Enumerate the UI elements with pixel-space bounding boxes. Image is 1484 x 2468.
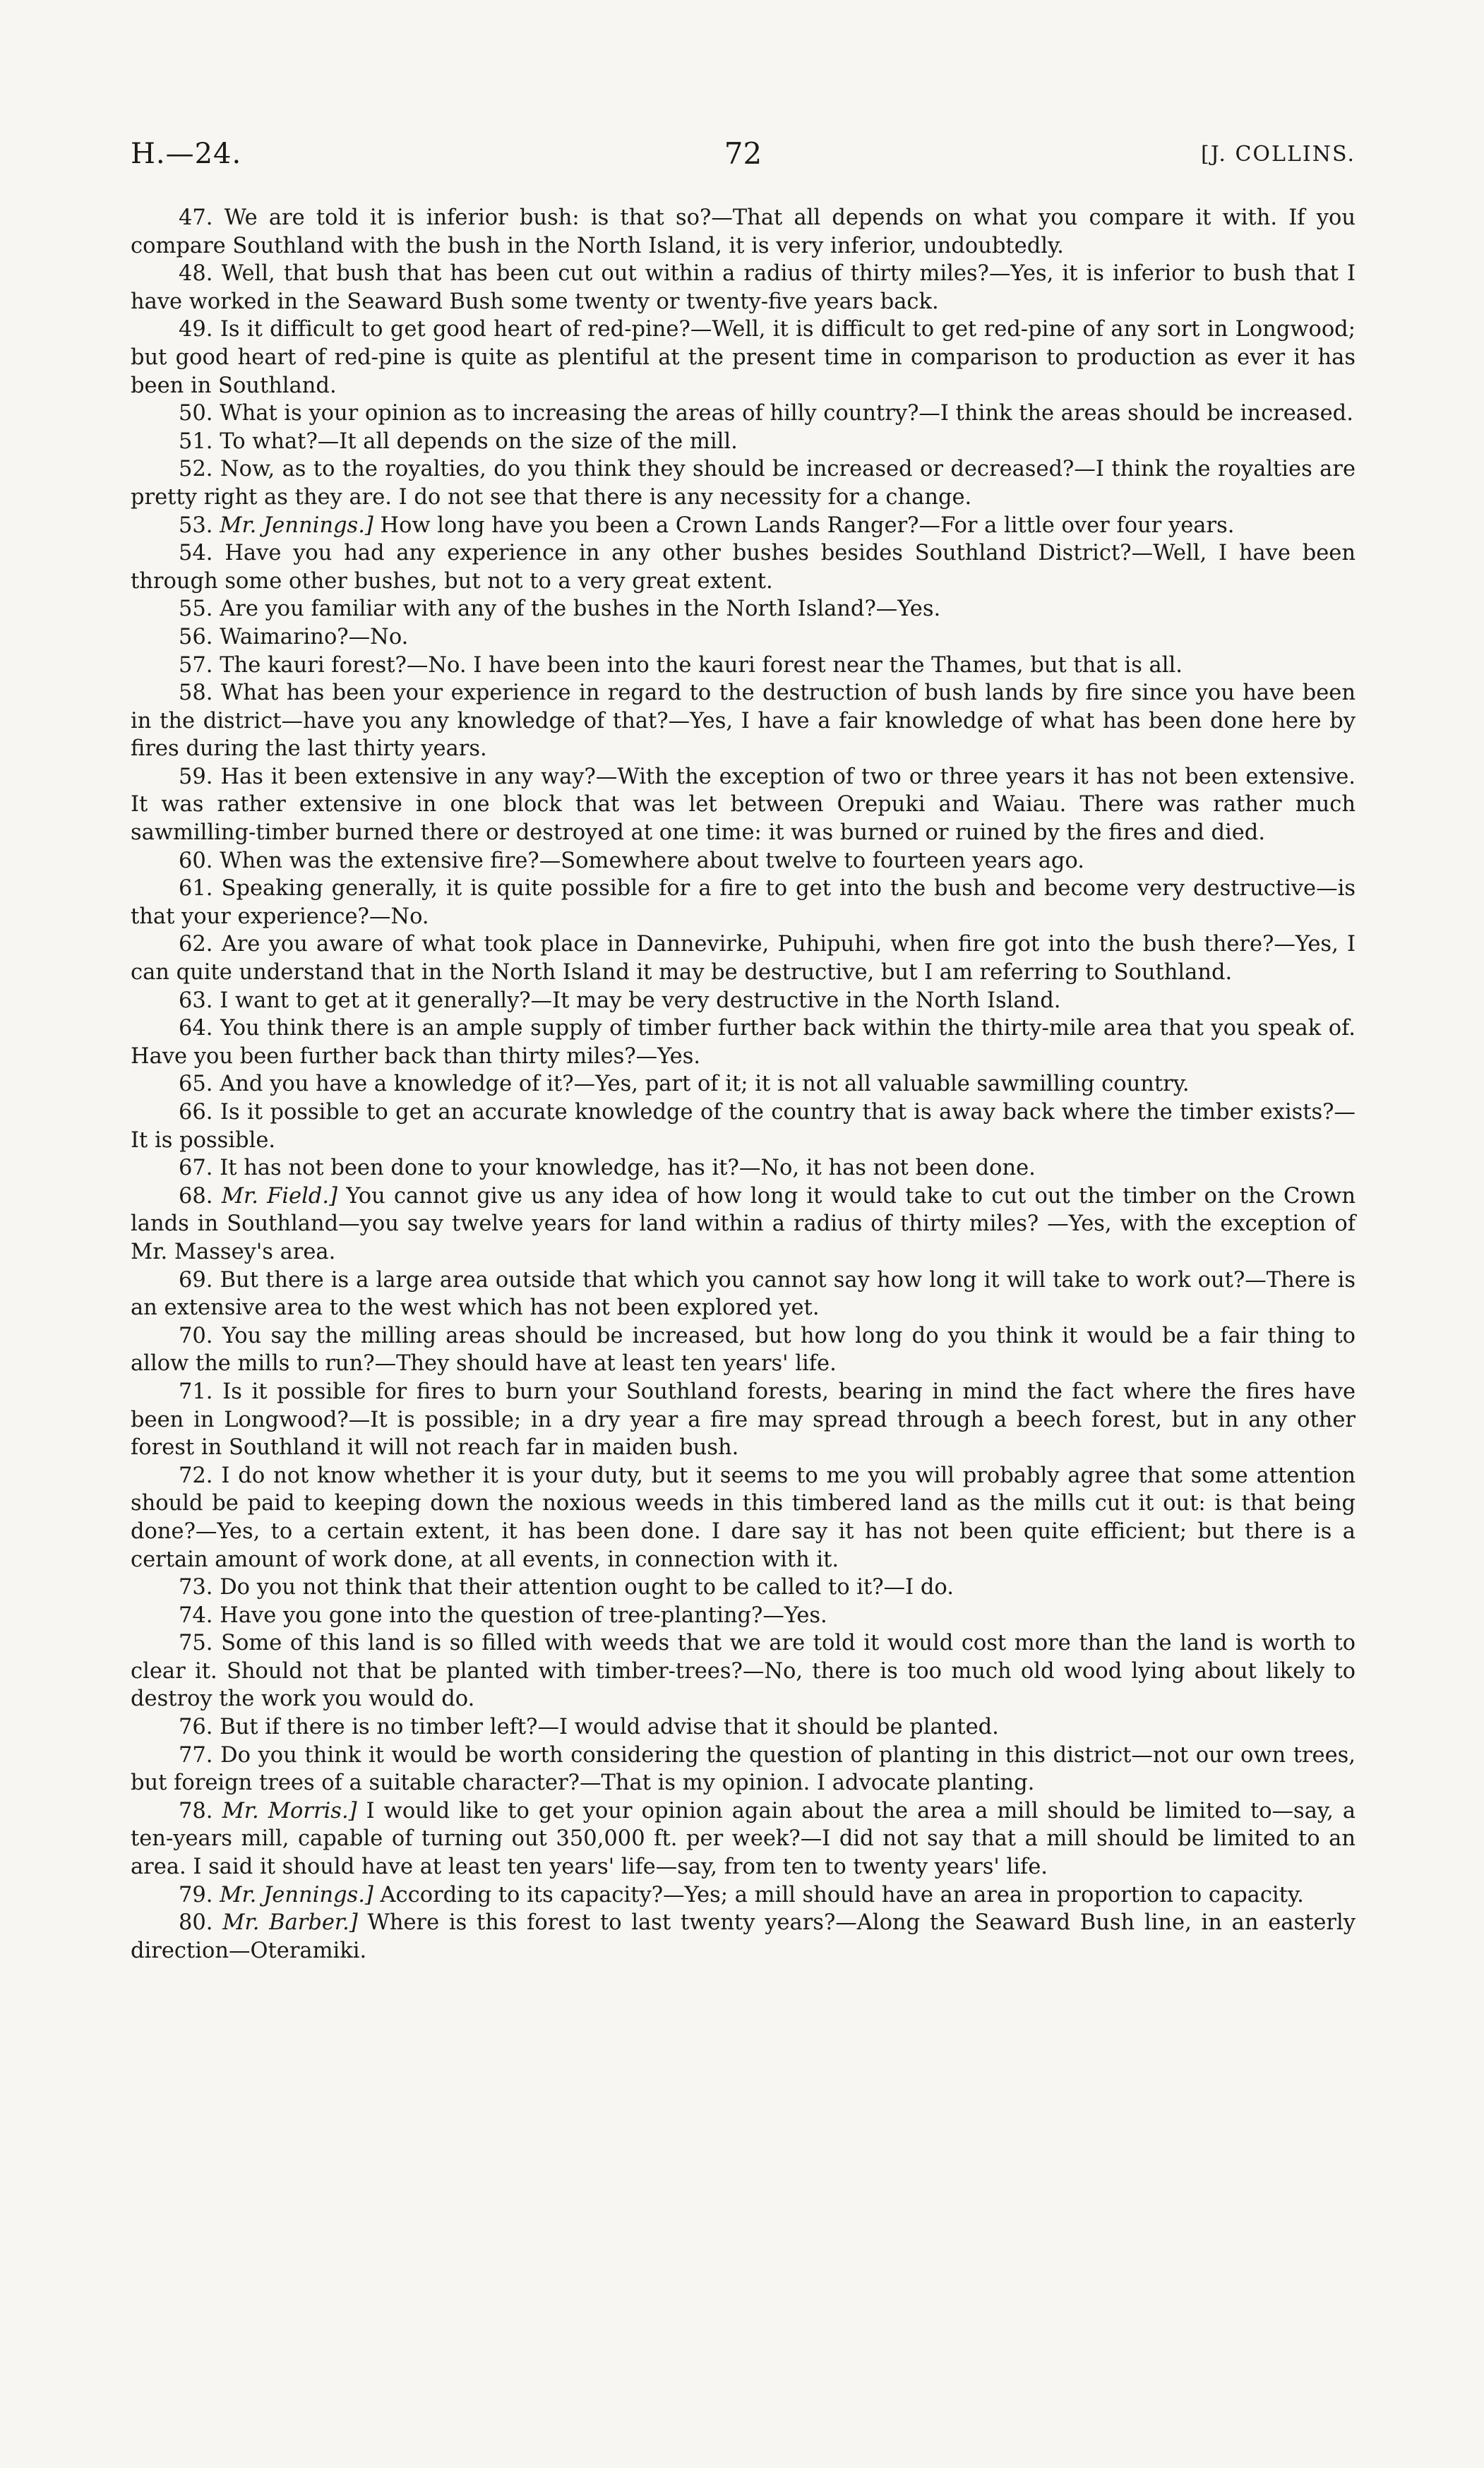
page-number: 72 [724, 136, 762, 171]
question-number: 55. [179, 597, 213, 622]
question-text: Is it possible for fires to burn your Southland forests, bearing in mind the fact where the fires have been in Longwood?—It is possible; in a dry year a fire may spread through a beech forest, but in any other forest in Southland it will not reach far in maiden bush. [131, 1379, 1356, 1461]
question-text: According to its capacity?—Yes; a mill should have an area in proportion to capacity. [380, 1882, 1304, 1907]
question-paragraph [131, 1182, 1356, 1266]
question-number: 76. [179, 1715, 213, 1740]
questioner-name: Mr. Jennings.] [220, 513, 373, 538]
question-paragraph [131, 1629, 1356, 1713]
question-text: Some of this land is so filled with weeds that we are told it would cost more than the land is worth to clear it. Should not that be planted with timber-trees?—No, there is too much old wood lying about likely to destroy the work you would do. [131, 1631, 1356, 1712]
question-text: I want to get at it generally?—It may be very destructive in the North Island. [220, 988, 1061, 1013]
question-paragraph [131, 652, 1356, 680]
question-text: I would like to get your opinion again about the area a mill should be limited to—say, a ten-years mill, capable of turning out 350,000 ft. per week?—I did not say that a mill should be limited to an area. I said it should have at least ten years' life—say, from ten to twenty years' life. [131, 1798, 1356, 1880]
question-text: But there is a large area outside that which you cannot say how long it will take to work out?—There is an extensive area to the west which has not been explored yet. [131, 1267, 1356, 1321]
witness-name: [J. COLLINS. [1201, 142, 1356, 167]
question-text: Waimarino?—No. [220, 624, 409, 649]
questioner-name: Mr. Morris.] [222, 1798, 357, 1823]
question-paragraph [131, 1713, 1356, 1742]
paper-reference: H.—24. [131, 138, 242, 170]
question-paragraph [131, 455, 1356, 511]
question-paragraph [131, 1266, 1356, 1322]
question-paragraph [131, 875, 1356, 930]
question-text: You say the milling areas should be increased, but how long do you think it would be a fair thing to allow the mills to run?—They should have at least ten years' life. [131, 1323, 1356, 1377]
question-number: 77. [179, 1742, 213, 1768]
question-number: 75. [179, 1631, 213, 1656]
question-number: 60. [179, 848, 213, 873]
question-text: The kauri forest?—No. I have been into the kauri forest near the Thames, but that is all. [220, 652, 1183, 678]
question-number: 71. [179, 1379, 213, 1404]
question-paragraph [131, 763, 1356, 847]
question-number: 58. [179, 681, 213, 706]
question-text: Speaking generally, it is quite possible for a fire to get into the bush and become very destructive—is that your experience?—No. [131, 876, 1356, 929]
question-number: 69. [179, 1267, 213, 1293]
question-number: 52. [179, 457, 213, 482]
question-number: 56. [179, 624, 213, 649]
question-paragraph [131, 1881, 1356, 1910]
question-paragraph [131, 987, 1356, 1015]
question-paragraph [131, 595, 1356, 623]
question-paragraph [131, 1014, 1356, 1070]
question-text: To what?—It all depends on the size of the mill. [220, 429, 738, 454]
question-number: 51. [179, 429, 213, 454]
question-text: How long have you been a Crown Lands Ranger?—For a little over four years. [380, 513, 1235, 538]
question-number: 53. [179, 513, 213, 538]
question-paragraph [131, 1574, 1356, 1602]
question-paragraph [131, 512, 1356, 540]
question-text: Are you aware of what took place in Dannevirke, Puhipuhi, when fire got into the bush there?—Yes, I can quite understand that in the North Island it may be destructive, but I am referring to Southland. [131, 932, 1356, 986]
question-paragraph [131, 1909, 1356, 1965]
question-number: 49. [179, 317, 213, 342]
question-number: 70. [179, 1323, 213, 1348]
question-number: 57. [179, 652, 213, 678]
question-text: You think there is an ample supply of timber further back within the thirty-mile area that you speak of. Have you been further back than thirty miles?—Yes. [131, 1016, 1356, 1069]
question-paragraph [131, 930, 1356, 986]
question-text: What has been your experience in regard to the destruction of bush lands by fire since you have been in the district—have you any knowledge of that?—Yes, I have a fair knowledge of what has been done here by fires during the last thirty years. [131, 681, 1356, 762]
question-number: 63. [179, 988, 213, 1013]
question-paragraph [131, 539, 1356, 595]
question-paragraph [131, 1070, 1356, 1098]
question-number: 65. [179, 1072, 213, 1097]
question-number: 66. [179, 1100, 213, 1125]
evidence-body [131, 204, 1356, 1965]
question-paragraph [131, 428, 1356, 456]
question-text: Do you not think that their attention ought to be called to it?—I do. [220, 1575, 954, 1600]
question-text: Have you gone into the question of tree-planting?—Yes. [220, 1603, 827, 1628]
question-number: 72. [179, 1463, 213, 1488]
question-number: 78. [179, 1798, 213, 1823]
question-paragraph [131, 1154, 1356, 1182]
question-text: Have you had any experience in any other bushes besides Southland District?—Well, I have been through some other bushes, but not to a very great extent. [131, 541, 1356, 594]
question-paragraph [131, 679, 1356, 763]
question-number: 48. [179, 261, 213, 287]
question-text: Has it been extensive in any way?—With the exception of two or three years it has not been extensive. It was rather extensive in one block that was let between Orepuki and Waiau. There was rather much sawmilling-timber burned there or destroyed at one time: it was burned or ruined by the fires and died. [131, 764, 1356, 846]
question-text: And you have a knowledge of it?—Yes, part of it; it is not all valuable sawmilling country. [220, 1072, 1190, 1097]
question-paragraph [131, 1462, 1356, 1574]
question-text: Are you familiar with any of the bushes in the North Island?—Yes. [220, 597, 941, 622]
question-text: I do not know whether it is your duty, but it seems to me you will probably agree that some attention should be paid to keeping down the noxious weeds in this timbered land as the mills cut it out: is that being done?—Yes, to a certain extent, it has been done. I dare say it has not been quite efficient; but there is a certain amount of work done, at all events, in connection with it. [131, 1463, 1356, 1572]
questioner-name: Mr. Jennings.] [220, 1882, 373, 1907]
question-paragraph [131, 400, 1356, 428]
question-number: 79. [179, 1882, 213, 1907]
question-text: Is it possible to get an accurate knowledge of the country that is away back where the timber exists?—It is possible. [131, 1100, 1356, 1153]
question-paragraph [131, 1797, 1356, 1881]
question-paragraph [131, 1742, 1356, 1797]
question-number: 50. [179, 401, 213, 426]
question-paragraph [131, 316, 1356, 400]
question-number: 47. [179, 205, 213, 230]
question-paragraph [131, 1378, 1356, 1462]
page-header [131, 138, 1356, 194]
question-number: 54. [179, 541, 213, 566]
question-number: 62. [179, 932, 213, 957]
question-paragraph [131, 1098, 1356, 1154]
question-text: When was the extensive fire?—Somewhere about twelve to fourteen years ago. [220, 848, 1084, 873]
question-paragraph [131, 1322, 1356, 1378]
question-number: 74. [179, 1603, 213, 1628]
question-paragraph [131, 260, 1356, 316]
question-paragraph [131, 623, 1356, 652]
questioner-name: Mr. Field.] [221, 1183, 337, 1209]
question-text: It has not been done to your knowledge, has it?—No, it has not been done. [220, 1156, 1036, 1181]
question-number: 73. [179, 1575, 213, 1600]
question-number: 59. [179, 764, 213, 789]
question-text: What is your opinion as to increasing the areas of hilly country?—I think the areas should be increased. [220, 401, 1353, 426]
question-text: We are told it is inferior bush: is that so?—That all depends on what you compare it with. If you compare Southland with the bush in the North Island, it is very inferior, undoubtedly. [131, 205, 1356, 258]
question-paragraph [131, 847, 1356, 875]
question-text: Where is this forest to last twenty years?—Along the Seaward Bush line, in an easterly direction—Oteramiki. [131, 1910, 1356, 1963]
question-text: Is it difficult to get good heart of red-pine?—Well, it is difficult to get red-pine of any sort in Longwood; but good heart of red-pine is quite as plentiful at the present time in comparison to production as ever it has been in Southland. [131, 317, 1356, 398]
question-text: Now, as to the royalties, do you think they should be increased or decreased?—I think the royalties are pretty right as they are. I do not see that there is any necessity for a change. [131, 457, 1356, 510]
document-page [131, 138, 1356, 1965]
question-text: But if there is no timber left?—I would advise that it should be planted. [220, 1715, 999, 1740]
question-text: Do you think it would be worth considering the question of planting in this district—not our own trees, but foreign trees of a suitable character?—That is my opinion. I advocate planting. [131, 1742, 1356, 1796]
question-number: 61. [179, 876, 213, 901]
question-number: 68. [179, 1183, 213, 1209]
questioner-name: Mr. Barber.] [222, 1910, 358, 1936]
question-number: 67. [179, 1156, 213, 1181]
question-number: 64. [179, 1016, 213, 1041]
question-paragraph [131, 204, 1356, 260]
question-text: You cannot give us any idea of how long it would take to cut out the timber on the Crown lands in Southland—you say twelve years for land within a radius of thirty miles? —Yes, with the exception of Mr. Massey's area. [131, 1183, 1356, 1264]
question-text: Well, that bush that has been cut out within a radius of thirty miles?—Yes, it is inferior to bush that I have worked in the Seaward Bush some twenty or twenty-five years back. [131, 261, 1356, 314]
question-number: 80. [179, 1910, 213, 1936]
question-paragraph [131, 1602, 1356, 1630]
